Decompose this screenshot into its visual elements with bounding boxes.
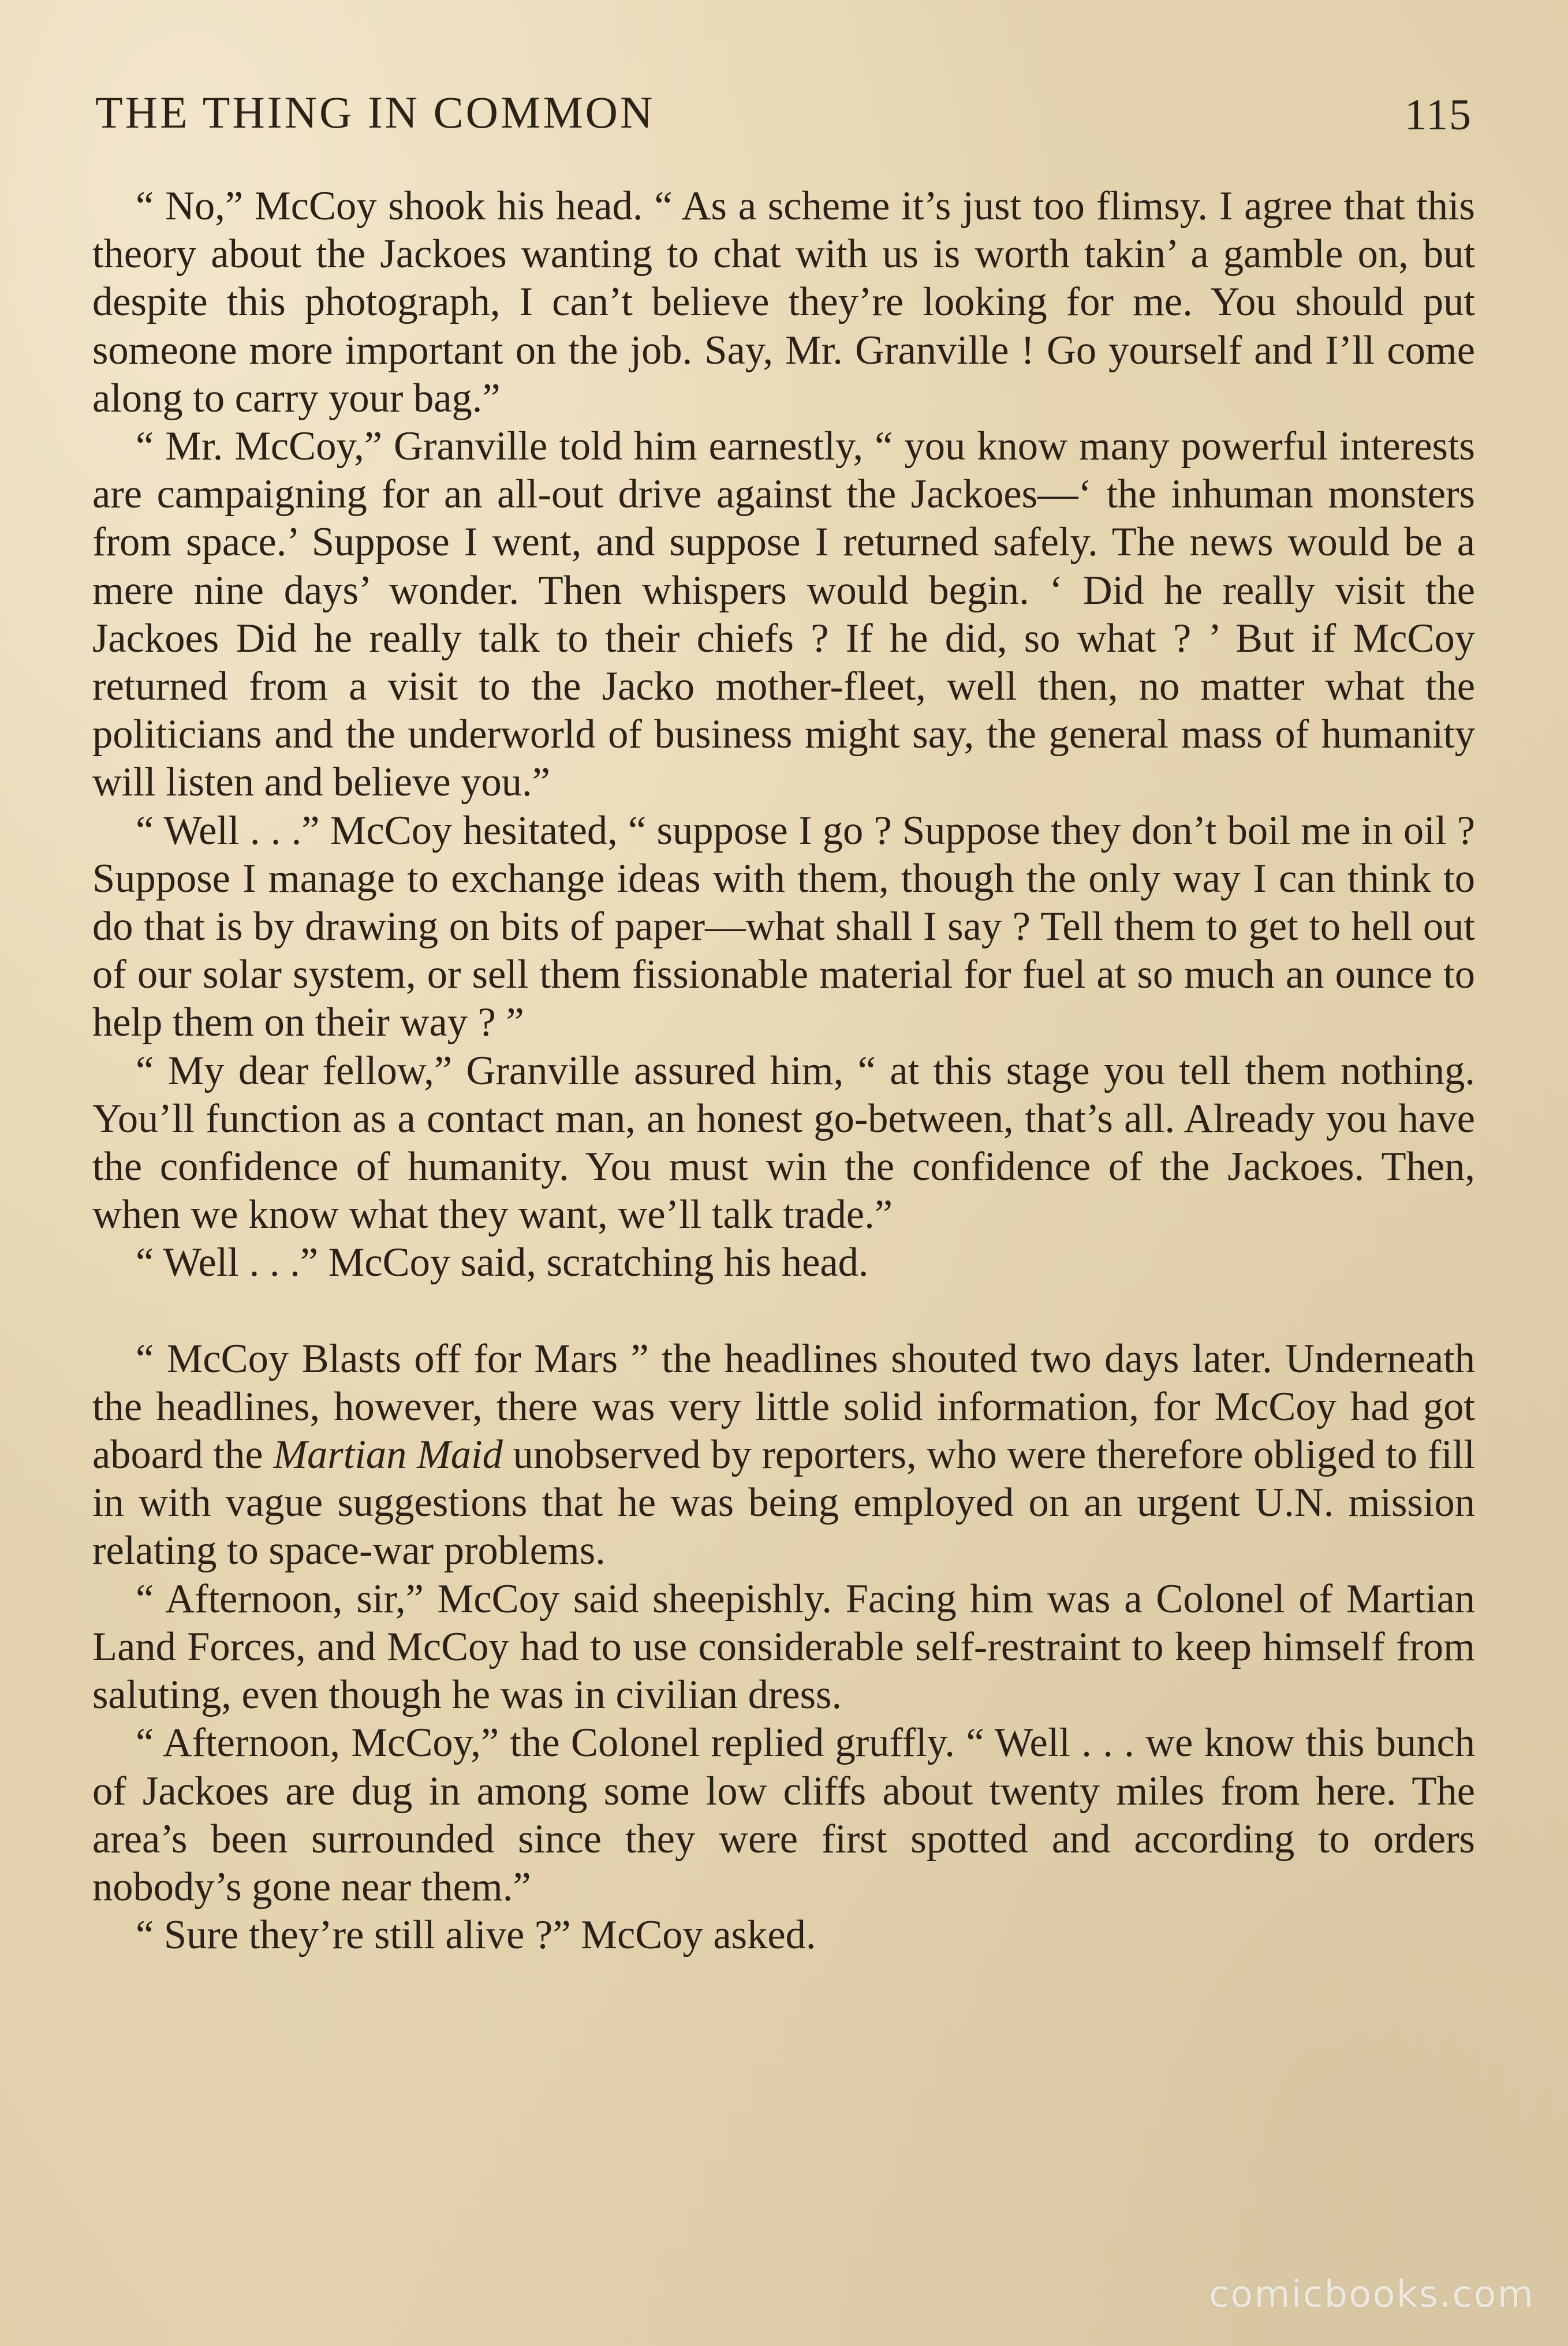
body-text: [92, 182, 1475, 1959]
site-watermark: comicbooks.com: [1208, 2273, 1535, 2316]
headline-paragraph-start: “ McCoy Blasts off for Mars ” the headlines shouted two days later. Underneath the headlines, however, there was very little solid information, for McCoy had got aboard the: [92, 1336, 1475, 1478]
paragraph: “ Afternoon, McCoy,” the Colonel replied gruffly. “ Well . . . we know this bunch of Jackoes are dug in among some low cliffs about twenty miles from here. The area’s been surrounded since they were first spotted and according to orders nobody’s gone near them.”: [92, 1720, 1475, 1910]
running-title: THE THING IN COMMON: [95, 87, 655, 137]
headline-paragraph: [92, 1335, 1475, 1575]
running-head: [95, 87, 1472, 139]
page-number: 115: [1404, 91, 1472, 139]
headline-paragraph-end: unobserved by reporters, who were therefore obliged to fill in with vague suggestions that he was being employed on an urgent U.N. mission relating to space-war problems.: [92, 1432, 1475, 1574]
paragraph: “ Well . . .” McCoy hesitated, “ suppose I go ? Suppose they don’t boil me in oil ? Suppose I manage to exchange ideas with them, though the only way I can think to do that is by drawing on bits of paper—what shall I say ? Tell them to get to hell out of our solar system, or sell them fissionable material for fuel at so much an ounce to help them on their way ? ”: [92, 808, 1475, 1045]
paragraph: “ Well . . .” McCoy said, scratching his head.: [136, 1240, 869, 1286]
paragraph: “ Sure they’re still alive ?” McCoy asked.: [136, 1912, 816, 1958]
paragraph: “ Mr. McCoy,” Granville told him earnestly, “ you know many powerful interests are campaigning for an all-out drive against the Jackoes—‘ the inhuman monsters from space.’ Suppose I went, and suppose I returned safely. The news would be a mere nine days’ wonder. Then whispers would begin. ‘ Did he really visit the Jackoes Did he really talk to their chiefs ? If he did, so what ? ’ But if McCoy returned from a visit to the Jacko mother-fleet, well then, no matter what the politicians and the underworld of business might say, the general mass of humanity will listen and believe you.”: [92, 424, 1475, 805]
paragraph: “ No,” McCoy shook his head. “ As a scheme it’s just too flimsy. I agree that this theory about the Jackoes wanting to chat with us is worth takin’ a gamble on, but despite this photograph, I can’t believe they’re looking for me. You should put someone more important on the job. Say, Mr. Granville ! Go yourself and I’ll come along to carry your bag.”: [92, 184, 1475, 421]
paragraph: “ Afternoon, sir,” McCoy said sheepishly. Facing him was a Colonel of Martian Land Forces, and McCoy had to use considerable self-restraint to keep himself from saluting, even though he was in civilian dress.: [92, 1576, 1475, 1718]
ship-name: Martian Maid: [273, 1432, 503, 1478]
paragraph: “ My dear fellow,” Granville assured him, “ at this stage you tell them nothing. You’ll function as a contact man, an honest go-between, that’s all. Already you have the confidence of humanity. You must win the confidence of the Jackoes. Then, when we know what they want, we’ll talk trade.”: [92, 1048, 1475, 1238]
